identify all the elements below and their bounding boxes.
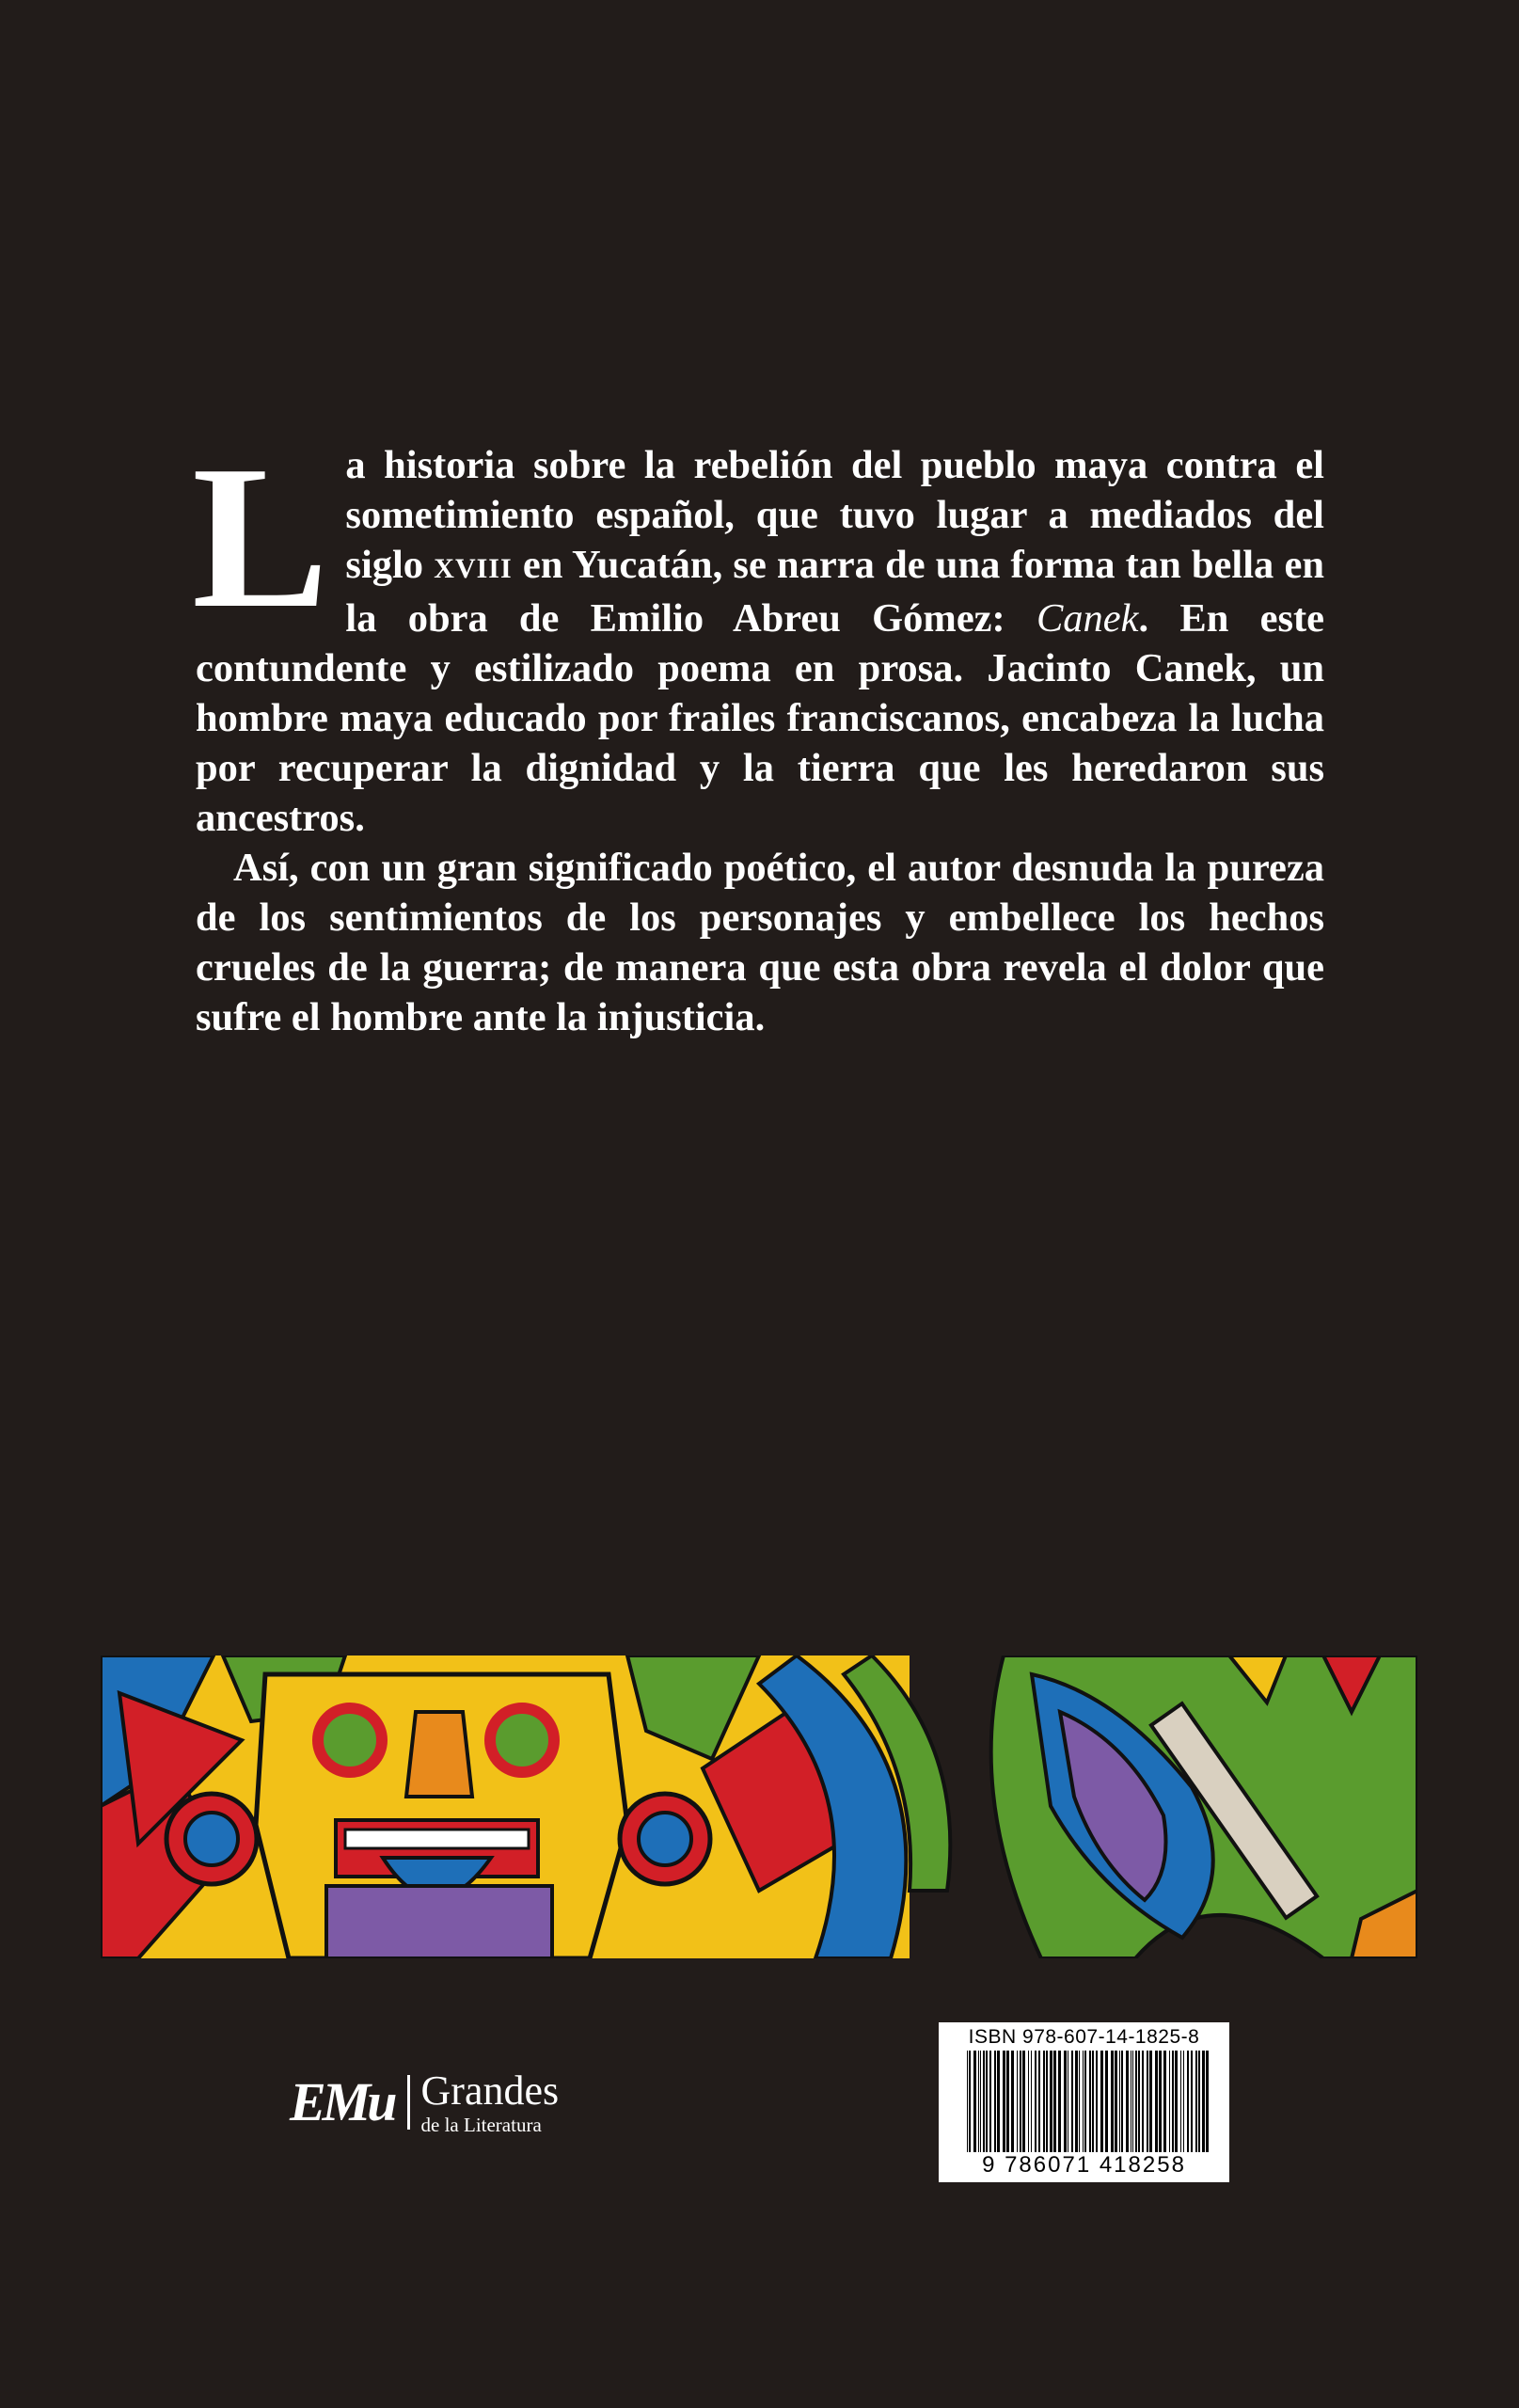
ean-number: 9 786071 418258 [944, 2152, 1224, 2178]
barcode-bar [1038, 2051, 1040, 2152]
barcode-bar [1169, 2051, 1170, 2152]
barcode-bar [1126, 2051, 1129, 2152]
barcode-bar [1121, 2051, 1123, 2152]
barcode-bar [1147, 2051, 1148, 2152]
blurb-text: en Yucatán, se narra de una forma tan bella en la obra de Emilio Abreu Gómez: [345, 543, 1324, 641]
barcode-bar [969, 2051, 971, 2152]
barcode-bar [1180, 2051, 1181, 2152]
logo-divider [407, 2075, 410, 2130]
barcode-bar [1046, 2051, 1048, 2152]
barcode-bar [1083, 2051, 1084, 2152]
barcode-bar [1017, 2051, 1018, 2152]
barcode-bar [1172, 2051, 1174, 2152]
barcode-bar [1115, 2051, 1117, 2152]
barcode-bar [1206, 2051, 1209, 2152]
barcode-bar [1031, 2051, 1032, 2152]
barcode-bar [973, 2051, 976, 2152]
barcode-bar [1071, 2051, 1073, 2152]
barcode-bar [1003, 2051, 1005, 2152]
barcode-bar [1155, 2051, 1158, 2152]
back-cover-blurb [192, 424, 1325, 1042]
barcode-bar [1084, 2051, 1086, 2152]
barcode-bar [1100, 2051, 1103, 2152]
barcode-bars [967, 2051, 1211, 2152]
barcode-bar [967, 2051, 968, 2152]
drop-cap: L [192, 424, 329, 651]
barcode-bar [1175, 2051, 1178, 2152]
barcode-bar [1053, 2051, 1056, 2152]
barcode-bar [994, 2051, 996, 2152]
century-roman-numeral: XVIII [434, 553, 513, 584]
barcode-bar [1096, 2051, 1098, 2152]
barcode-bar [1075, 2051, 1078, 2152]
barcode-bar [1142, 2051, 1144, 2152]
publisher-logo [290, 2065, 559, 2140]
barcode-bar [1089, 2051, 1091, 2152]
blurb-paragraph-2: Así, con un gran significado poético, el autor desnuda la pureza de los sentimientos de los personajes y embellece los hechos crueles de la guerra; de manera que esta obra revela el dolor que sufre el hombre ante la injusticia. [196, 846, 1324, 1039]
blurb-paragraph-1 [192, 424, 1325, 843]
barcode-bar [1163, 2051, 1166, 2152]
barcode-bar [1105, 2051, 1108, 2152]
barcode-bar [1011, 2051, 1014, 2152]
book-title: Canek [1036, 596, 1139, 641]
barcode-bar [986, 2051, 988, 2152]
barcode-bar [978, 2051, 979, 2152]
barcode-bar [1195, 2051, 1197, 2152]
barcode-bar [1020, 2051, 1021, 2152]
series-line-1: Grandes [420, 2067, 560, 2114]
maya-mural-illustration [101, 1656, 1417, 1958]
blurb-text: a historia sobre la rebelión del pueblo maya contra el sometimiento español, que tuvo lugar a mediados del siglo [345, 443, 1324, 587]
barcode-bar [980, 2051, 981, 2152]
barcode-bar [1058, 2051, 1061, 2152]
barcode-bar [1135, 2051, 1137, 2152]
barcode-bar [1111, 2051, 1114, 2152]
isbn-label: ISBN 978-607-14-1825-8 [968, 2026, 1200, 2048]
barcode-bar [1079, 2051, 1080, 2152]
emu-logo-mark: EMu [290, 2071, 394, 2132]
barcode-bar [1006, 2051, 1009, 2152]
barcode-bar [1187, 2051, 1189, 2152]
barcode-bar [1138, 2051, 1140, 2152]
barcode-bar [1132, 2051, 1133, 2152]
barcode-bar [1022, 2051, 1025, 2152]
barcode-bar [1043, 2051, 1045, 2152]
barcode-bar [1028, 2051, 1029, 2152]
barcode-bar [983, 2051, 985, 2152]
barcode-bar [1149, 2051, 1152, 2152]
barcode-bar [1050, 2051, 1052, 2152]
barcode-bar [1092, 2051, 1094, 2152]
isbn-barcode [939, 2022, 1229, 2182]
barcode-bar [1191, 2051, 1193, 2152]
barcode-bar [1035, 2051, 1036, 2152]
barcode-bar [1064, 2051, 1067, 2152]
barcode-bar [1159, 2051, 1162, 2152]
barcode-bar [1183, 2051, 1184, 2152]
series-line-2: de la Literatura [420, 2113, 542, 2136]
barcode-bar [1119, 2051, 1120, 2152]
barcode-bar [1202, 2051, 1205, 2152]
barcode-bar [1198, 2051, 1200, 2152]
blurb-text: . En este contundente y estilizado poema en prosa. Jacinto Canek, un hombre maya educado por frailes franciscanos, encabeza la lucha por recuperar la dignidad y la tierra que les heredaron sus ancestros. [196, 596, 1325, 840]
series-name [420, 2067, 560, 2136]
barcode-bar [997, 2051, 1000, 2152]
barcode-bar [989, 2051, 991, 2152]
